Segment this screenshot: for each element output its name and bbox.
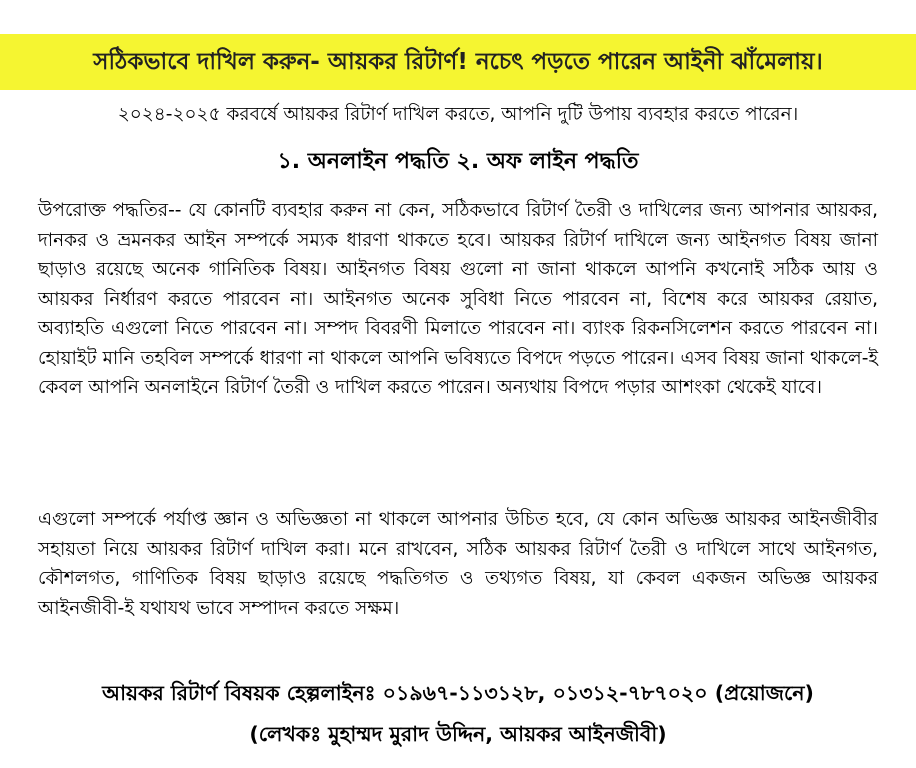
intro-line: ২০২৪-২০২৫ করবর্ষে আয়কর রিটার্ণ দাখিল করতে, আপনি দুটি উপায় ব্যবহার করতে পারেন। — [117, 104, 799, 125]
body-paragraph-2: এগুলো সম্পর্কে পর্যাপ্ত জ্ঞান ও অভিজ্ঞতা না থাকলে আপনার উচিত হবে, যে কোন অভিজ্ঞ আয়কর আইনজীবীর সহায়তা নিয়ে আয়কর রিটার্ণ দাখিল করা। মনে রাখবেন, সঠিক আয়কর রিটার্ণ তৈরী ও দাখিলে সাথে আইনগত, কৌশলগত, গাণিতিক বিষয় ছাড়াও রয়েছে পদ্ধতিগত ও তথ্যগত বিষয়, যা কেবল একজন অভিজ্ঞ আয়কর আইনজীবী-ই যথাযথ ভাবে সম্পাদন করতে সক্ষম। — [38, 509, 878, 619]
author-credit: (লেখকঃ মুহাম্মদ মুরাদ উদ্দিন, আয়কর আইনজীবী) — [249, 722, 667, 746]
headline-banner — [0, 34, 916, 90]
headline-text: সঠিকভাবে দাখিল করুন- আয়কর রিটার্ণ! নচেৎ পড়তে পারেন আইনী ঝাঁমেলায়। — [93, 48, 823, 75]
methods-heading: ১. অনলাইন পদ্ধতি ২. অফ লাইন পদ্ধতি — [277, 149, 639, 174]
body-paragraph-1: উপরোক্ত পদ্ধতির-- যে কোনটি ব্যবহার করুন না কেন, সঠিকভাবে রিটার্ণ তৈরী ও দাখিলের জন্য আপনার আয়কর, দানকর ও ভ্রমনকর আইন সম্পর্কে সম্যক ধারণা থাকতে হবে। আয়কর রিটার্ণ দাখিলে জন্য আইনগত বিষয় জানা ছাড়াও রয়েছে অনেক গানিতিক বিষয়। আইনগত বিষয় গুলো না জানা থাকলে আপনি কখনোই সঠিক আয় ও আয়কর নির্ধারণ করতে পারবেন না। আইনগত অনেক সুবিধা নিতে পারবেন না, বিশেষ করে আয়কর রেয়াত, অব্যাহতি এগুলো নিতে পারবেন না। সম্পদ বিবরণী মিলাতে পারবেন না। ব্যাংক রিকনসিলেশন করতে পারবেন না। হোয়াইট মানি তহবিল সম্পর্কে ধারণা না থাকলে আপনি ভবিষ্যতে বিপদে পড়তে পারেন। এসব বিষয় জানা থাকলে-ই কেবল আপনি অনলাইনে রিটার্ণ তৈরী ও দাখিল করতে পারেন। অন্যথায় বিপদে পড়ার আশংকা থেকেই যাবে। — [38, 200, 878, 398]
helpline-text: আয়কর রিটার্ণ বিষয়ক হেল্পলাইনঃ ০১৯৬৭-১১৩১২৮, ০১৩১২-৭৮৭০২০ (প্রয়োজনে) — [102, 681, 814, 705]
